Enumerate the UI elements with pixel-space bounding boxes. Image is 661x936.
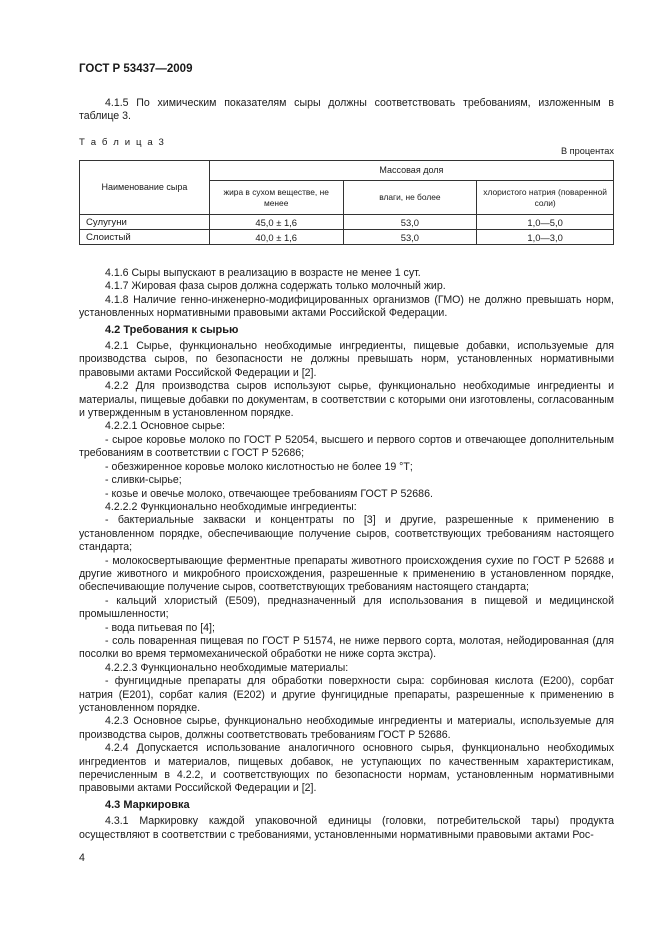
col-header-moisture: влаги, не более <box>343 181 477 215</box>
main-text-block <box>79 267 614 842</box>
col-header-fat: жира в сухом веществе, не менее <box>209 181 343 215</box>
list-item: - обезжиренное коровье молоко кислотностью не более 19 °Т; <box>105 460 413 473</box>
col-header-group: Массовая доля <box>209 161 613 181</box>
list-item: - сливки-сырье; <box>105 474 182 487</box>
col-header-salt: хлористого натрия (поваренной соли) <box>477 181 614 215</box>
section-heading-4-2: 4.2 Требования к сырью <box>105 323 239 336</box>
list-item: - сырое коровье молоко по ГОСТ Р 52054, высшего и первого сортов и отвечающее дополнительным требованиям в соответствии с ГОСТ Р 52686; <box>79 433 614 460</box>
table-unit: В процентах <box>560 146 614 156</box>
cell-name: Слоистый <box>80 230 210 245</box>
paragraph-4-2-3: 4.2.3 Основное сырье, функционально необходимые ингредиенты и материалы, используемые для производства сыров, должны соответствовать требованиям ГОСТ Р 52686. <box>79 715 614 741</box>
table-header-row <box>80 161 614 181</box>
list-item: - молокосвертывающие ферментные препараты животного происхождения сухие по ГОСТ Р 52688 и другие животного и микробного происхождения, разрешенные к применению в установленном порядке, обеспечивающие получение сыров, соответствующих требованиям настоящего стандарта; <box>79 554 614 594</box>
chemical-indicators-table <box>79 160 614 245</box>
table-caption: Т а б л и ц а 3 <box>79 137 166 148</box>
paragraph-4-3-1: 4.3.1 Маркировку каждой упаковочной единицы (головки, потребительской тары) продукта осуществляют в соответствии с требованиями, установленными нормативными правовыми актами Рос- <box>79 815 614 841</box>
paragraph-4-2-2-2: 4.2.2.2 Функционально необходимые ингредиенты: <box>105 500 357 513</box>
col-header-name: Наименование сыра <box>80 161 210 215</box>
list-item: - соль поваренная пищевая по ГОСТ Р 51574, не ниже первого сорта, молотая, нейодированная (для посолки во время термомеханической обработки не ниже сорта экстра). <box>79 634 614 661</box>
cell-name: Сулугуни <box>80 215 210 230</box>
list-item: - фунгицидные препараты для обработки поверхности сыра: сорбиновая кислота (Е200), сорбат натрия (Е201), сорбат калия (Е202) и другие фунгицидные препараты, разрешенные к применению в установленном порядке. <box>79 675 614 714</box>
cell-fat: 45,0 ± 1,6 <box>209 215 343 230</box>
paragraph-4-2-2-1: 4.2.2.1 Основное сырье: <box>105 420 225 433</box>
cell-fat: 40,0 ± 1,6 <box>209 230 343 245</box>
paragraph-4-1-6: 4.1.6 Сыры выпускают в реализацию в возрасте не менее 1 сут. <box>105 267 421 279</box>
section-heading-4-3: 4.3 Маркировка <box>105 798 190 811</box>
cell-salt: 1,0—3,0 <box>477 230 614 245</box>
list-item: - козье и овечье молоко, отвечающее требованиям ГОСТ Р 52686. <box>105 487 433 500</box>
cell-moisture: 53,0 <box>343 230 477 245</box>
paragraph-4-2-2-3: 4.2.2.3 Функционально необходимые материалы: <box>105 661 349 674</box>
list-item: - вода питьевая по [4]; <box>105 621 215 634</box>
page-number: 4 <box>79 852 85 864</box>
list-item: - кальций хлористый (Е509), предназначенный для использования в пищевой и медицинской промышленности; <box>79 594 614 621</box>
page-header: ГОСТ Р 53437—2009 <box>79 63 193 75</box>
paragraph-4-1-8: 4.1.8 Наличие генно-инженерно-модифицированных организмов (ГМО) не должно превышать норм, установленных нормативными правовыми актами Российской Федерации. <box>79 293 614 320</box>
table-row <box>80 215 614 230</box>
paragraph-4-2-1: 4.2.1 Сырье, функционально необходимые ингредиенты, пищевые добавки, используемые для производства сыров, по безопасности не должны превышать норм, установленных нормативными правовыми актами Российской Федерации и [2]. <box>79 340 614 379</box>
intro-block <box>79 97 614 124</box>
cell-salt: 1,0—5,0 <box>477 215 614 230</box>
paragraph-4-1-7: 4.1.7 Жировая фаза сыров должна содержать только молочный жир. <box>105 280 446 293</box>
paragraph-4-2-4: 4.2.4 Допускается использование аналогичного основного сырья, функционально необходимых ингредиентов и материалов, пищевых добавок, не уступающих по качественным характеристикам, перечисленным в 4.2.2, и соответствующих по безопасности нормам, установленным нормативными правовыми актами Российской Федерации и [2]. <box>79 742 614 795</box>
table-row <box>80 230 614 245</box>
paragraph-4-2-2: 4.2.2 Для производства сыров используют сырье, функционально необходимые ингредиенты и материалы, пищевые добавки по документам, в соответствии с которыми они изготовлены, согласованным и утвержденным в установленном порядке. <box>79 380 614 420</box>
list-item: - бактериальные закваски и концентраты по [3] и другие, разрешенные к применению в установленном порядке, обеспечивающие получение сыров, соответствующих требованиям настоящего стандарта; <box>79 514 614 554</box>
cell-moisture: 53,0 <box>343 215 477 230</box>
paragraph-4-1-5: 4.1.5 По химическим показателям сыры должны соответствовать требованиям, изложенным в таблице 3. <box>79 97 614 123</box>
